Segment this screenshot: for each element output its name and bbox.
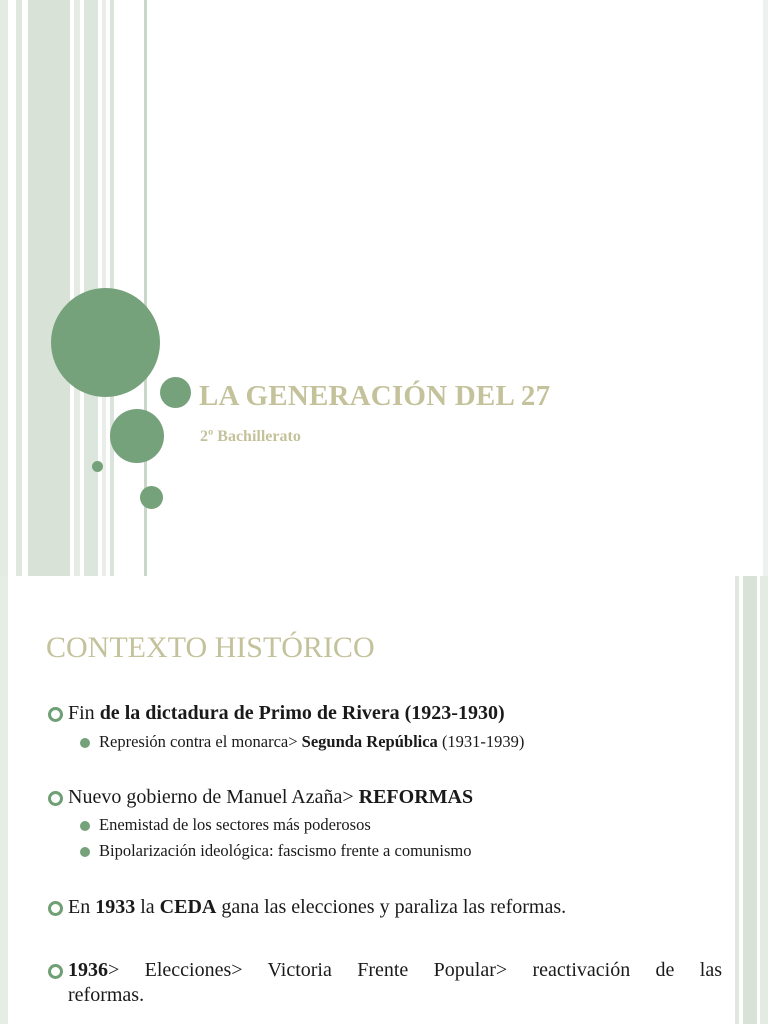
sub-bullet-text: Enemistad de los sectores más poderosos: [99, 815, 371, 834]
bullet-text-bold: CEDA: [159, 896, 217, 918]
bullet-text-line: [68, 958, 722, 983]
bullet-text: Fin: [68, 702, 100, 724]
small-circle-decoration: [140, 486, 163, 509]
sub-bullet-item: [46, 838, 722, 864]
ring-bullet-icon: [48, 901, 63, 916]
decorative-band: [743, 576, 757, 1024]
bullet-item: [46, 785, 722, 810]
bullet-text: > Elecciones> Victoria Frente Popular> reactivación de las: [108, 959, 722, 981]
ring-bullet-icon: [48, 791, 63, 806]
decorative-band: [16, 0, 22, 576]
decorative-band: [74, 0, 80, 576]
sub-bullet-text: Represión contra el monarca>: [99, 732, 302, 751]
left-edge-strip: [0, 576, 8, 1024]
slide-subtitle: 2º Bachillerato: [200, 428, 301, 445]
bullet-text: gana las elecciones y paraliza las reformas.: [216, 896, 567, 918]
sub-bullet-text-bold: Segunda República: [301, 732, 438, 751]
large-circle-decoration: [51, 288, 160, 397]
sub-bullet-item: [46, 812, 722, 838]
bullet-text: la: [135, 896, 160, 918]
bullet-item: [46, 958, 722, 1008]
bullet-text: En: [68, 896, 96, 918]
bullet-text-bold: de la dictadura de Primo de Rivera (1923-1930): [99, 702, 505, 724]
sub-bullet-text: Bipolarización ideológica: fascismo frente a comunismo: [99, 841, 472, 860]
bullet-list: [46, 701, 722, 1008]
medium-circle-decoration: [110, 409, 164, 463]
bullet-item: [46, 895, 722, 920]
decorative-band: [28, 0, 70, 576]
bullet-text-line: reformas.: [68, 984, 145, 1006]
slide-title: LA GENERACIÓN DEL 27: [199, 380, 551, 412]
section-title: CONTEXTO HISTÓRICO: [46, 631, 375, 664]
bullet-text-bold: 1933: [95, 896, 136, 918]
bullet-item: [46, 701, 722, 726]
decorative-band: [735, 576, 739, 1024]
tiny-circle-decoration: [92, 461, 103, 472]
decorative-band: [760, 576, 768, 1024]
bullet-text-bold: REFORMAS: [358, 786, 474, 808]
ring-bullet-icon: [48, 964, 63, 979]
dot-bullet-icon: [80, 821, 90, 831]
ring-bullet-icon: [48, 707, 63, 722]
dot-bullet-icon: [80, 847, 90, 857]
sub-bullet-text: (1931-1939): [437, 732, 525, 751]
content-slide: [0, 576, 768, 1024]
right-edge-strip: [763, 0, 768, 576]
sub-bullet-item: [46, 729, 722, 755]
dot-bullet-icon: [80, 738, 90, 748]
left-edge-strip: [0, 0, 8, 576]
small-circle-decoration: [160, 377, 191, 408]
bullet-text: Nuevo gobierno de Manuel Azaña>: [68, 786, 359, 808]
bullet-text-bold: 1936: [68, 959, 108, 981]
